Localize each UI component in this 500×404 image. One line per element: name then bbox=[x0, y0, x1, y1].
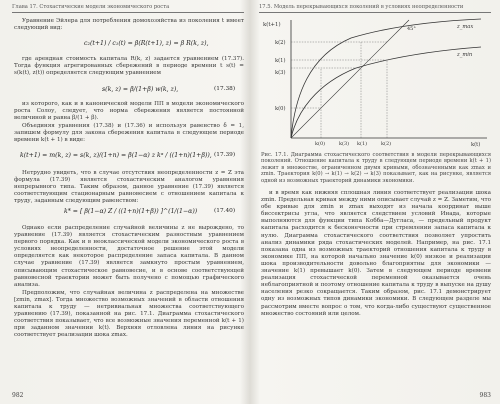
page-number: 982 bbox=[12, 392, 24, 399]
zmax-label: z_max bbox=[457, 24, 474, 30]
stochastic-correspondence-figure bbox=[261, 16, 491, 148]
y-tick-label: k(2) bbox=[275, 40, 286, 46]
x-axis-label: k(t) bbox=[471, 142, 481, 148]
paragraph bbox=[14, 18, 244, 33]
diagonal-label: 45° bbox=[407, 26, 416, 32]
y-axis-title: k(t+1) bbox=[263, 22, 281, 28]
diagonal-45-line bbox=[291, 20, 409, 138]
header-rule bbox=[12, 12, 244, 13]
paragraph-text: из которого, как и в канонической модели ПП в модели экономического роста Солоу, следует, что норма сбережения является постоянной величиной и равна β/(1 + β). bbox=[14, 101, 244, 122]
equation-number: (17.38) bbox=[214, 86, 236, 92]
formula: c₂(t+1) / c₁(t) = β(R(t+1), z) = β R(k, z), bbox=[84, 40, 209, 47]
paragraph bbox=[14, 170, 244, 206]
right-page bbox=[253, 0, 497, 404]
paragraph-text: и в время как нижняя сплошная линия соответствует реализации шока zmin. Предельная кривая между ними описывает случай z = Z. Заметим, что обе кривые для zmin и zmax выходят из начала координат выше биссектрисы угла, что является следствием условий Инада, которые выполняются для функции типа Кобба—Дугласа, — предельный продукт капитала расходится к бесконечности при стремлении запаса капитала к нулю. Диаграмма стохастического соответствия позволяет упростить анализ динамики ряда стохастических моделей. Например, на рис. 17.1 показана одна из возможных траекторий отношения капитала к труду в экономике ПП, на которой начально значение k(0) низкое и реализации шока производительности довольно благоприятны для экономики — значение k(1) превышает k(0). Затем в следующем периоде времени реализация стохастической переменной оказывается очень неблагоприятной и поэтому отношение капитала к труду в выпуске на душу населения резко сокращается. Таким образом, рис. 17.1 демонстрирует одну из возможных типов динамики экономики. В следующем разделе мы рассмотрим вместе вопрос о том, что когда-либо существуют существенное множество состояний или целом. bbox=[261, 190, 491, 317]
equation-number: (17.40) bbox=[214, 208, 236, 214]
figure-caption: Рис. 17.1. Диаграмма стохастического соответствия в модели перекрывающихся поколений. Отношение капитала к труду в следующем периоде времени k(t + 1) лежит в множестве, ограниченном двумя кривыми, обозначенными как zmax и zmin. Траектория k(0) → k(1) → k(2) → k(3) показывает, как на рисунке, является одной из возможных траекторий динамики экономики. bbox=[261, 152, 491, 184]
paragraph-text: Предположим, что случайная величина z распределена на множестве [zmin, zmax]. Тогда множество возможных значений в области отношения капитала к труду — нетривиальная множества соответствующего уравнению (17.39), показанной на рис. 17.1. Диаграмма стохастического соответствия показывает, что все возможные значения переменной k(t + 1) при заданном значении k(t). Верхняя отловлена линия на рисунке соответствует реализации шока zmax. bbox=[14, 289, 244, 339]
y-tick-label: k(0) bbox=[275, 106, 286, 112]
paragraph bbox=[14, 225, 244, 341]
paragraph bbox=[14, 101, 244, 146]
paragraph-text: Объединяя уравнения (17.38) и (17.36) и используя равенство δ = 1, запишем формулу для закона сбережения капитала в следующем периоде времени k(t + 1) в виде: bbox=[14, 123, 244, 144]
paragraph bbox=[261, 190, 491, 319]
zmax-curve bbox=[291, 19, 481, 138]
paragraph bbox=[14, 56, 244, 78]
left-page bbox=[6, 0, 250, 404]
x-tick-label: k(3) bbox=[339, 141, 350, 147]
running-head: 17.5. Модель перекрывающихся поколений в условиях неопределенности bbox=[259, 4, 464, 10]
formula: k(t+1) = m(k, z) = s(k, z)/(1+n) = β(1−α) z kᵅ / ((1+n)(1+β)), bbox=[20, 152, 212, 159]
page-number: 983 bbox=[479, 392, 491, 399]
formula: k* = [ β(1−α) Z / ((1+n)(1+β)) ]^(1/(1−α)) bbox=[64, 208, 198, 215]
paragraph-text: Нетрудно увидеть, что в случае отсутствия неопределенности z = Z эта формула (17.39) является стохастическим аналогом уравнения непрерывного типа. Таким образом, данное уравнение (17.39) является соответствующим стационарным равновесием с отношением капитала к труду, заданным следующим равенством: bbox=[14, 170, 244, 205]
header-rule bbox=[259, 12, 491, 13]
paragraph-text: Уравнение Эйлера для потребления домохозяйства из поколения t имеет следующий вид: bbox=[14, 18, 244, 32]
formula: s(k, z) = β/(1+β) w(k, z), bbox=[102, 86, 179, 93]
y-tick-label: k(3) bbox=[275, 70, 286, 76]
x-tick-label: k(0) bbox=[315, 141, 326, 147]
x-tick-label: k(2) bbox=[381, 141, 392, 147]
paragraph-text: где арендная стоимость капитала R(k, z) задается уравнением (17.37). Тогда функция агрегированных сбережений в периоде времени t s(t) = s(k(t), z(t)) определяется следующим уравнением bbox=[14, 56, 244, 77]
zmin-label: z_min bbox=[457, 52, 473, 58]
paragraph-text: Однако если распределение случайной величины z не вырождено, то уравнение (17.39) является стохастическим разностным уравнением первого порядка. Как и в неоклассической модели экономического роста в условиях неопределенности, достаточное решение этой модели определяется как некоторое распределение запаса капитала. В данном случае уравнение (17.39) является замкнуто простым уравнением, описывающим стохастическое равновесие, и в основе соответствующей равновесной траектории может быть получено с помощью графического анализа. bbox=[14, 225, 244, 288]
x-tick-label: k(1) bbox=[357, 141, 368, 147]
equation-number: (17.39) bbox=[214, 152, 236, 158]
running-head: Глава 17. Стохастические модели экономического роста bbox=[12, 4, 170, 10]
y-tick-label: k(1) bbox=[275, 58, 286, 64]
